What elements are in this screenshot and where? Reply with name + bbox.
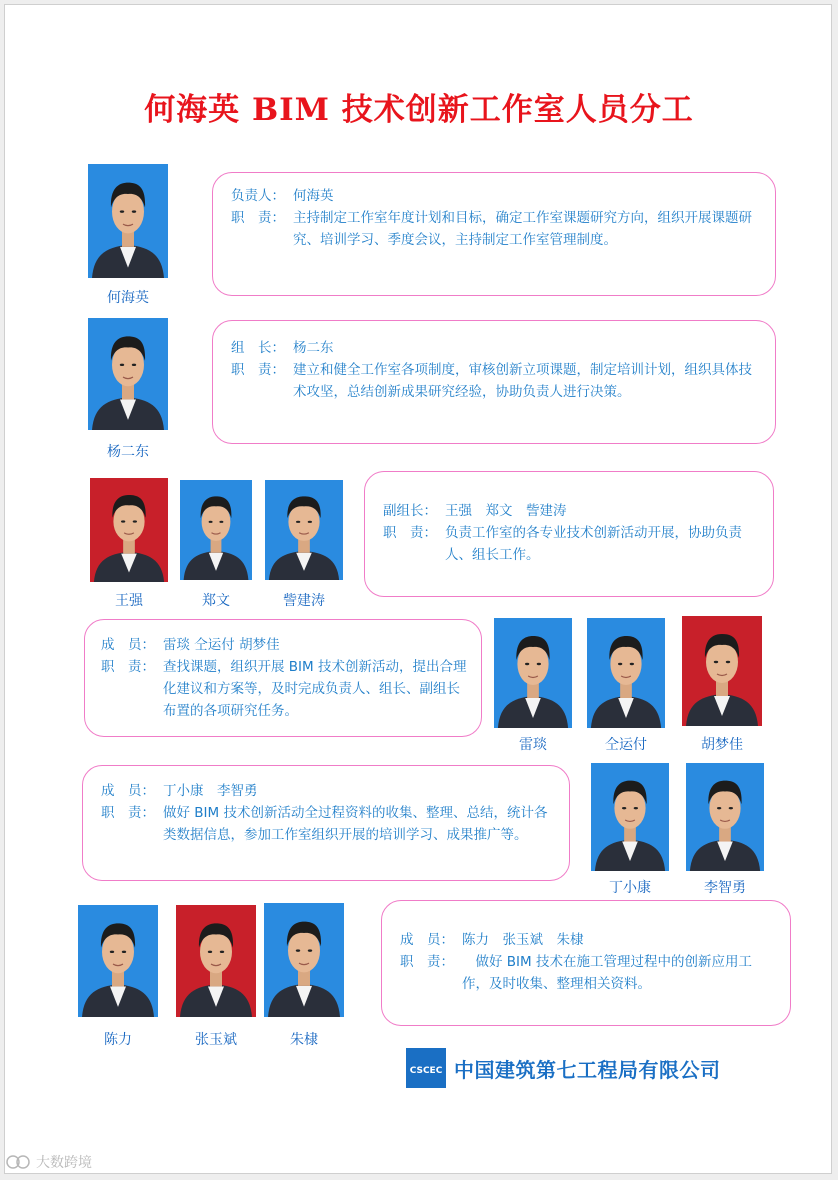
- portrait-eye: [308, 521, 312, 523]
- role-label: 组 长：: [231, 340, 285, 356]
- duty-label: 职 责：: [383, 525, 437, 541]
- role-value: 丁小康 李智勇: [163, 783, 258, 799]
- duty-text: 主持制定工作室年度计划和目标，确定工作室课题研究方向，组织开展课题研究、培训学习、季度会议，主持制定工作室管理制度。: [293, 210, 752, 248]
- portrait-graphic: [591, 763, 669, 871]
- photo-zhang-yubin: [176, 905, 256, 1017]
- duty-label: 职 责：: [101, 805, 155, 821]
- photo-zhu-di: [264, 903, 344, 1017]
- caption-li-zhiyong: 李智勇: [704, 880, 746, 896]
- portrait-eye: [133, 520, 137, 522]
- duty-box-members-1: [84, 619, 482, 737]
- photo-lei-yan: [494, 618, 572, 728]
- role-label: 成 员：: [101, 637, 155, 653]
- portrait-graphic: [587, 618, 665, 728]
- role-label: 成 员：: [101, 783, 155, 799]
- duty-label: 职 责：: [400, 954, 454, 970]
- role-value: 王强 郑文 訾建涛: [445, 503, 567, 519]
- portrait-eye: [121, 520, 125, 522]
- portrait-eye: [296, 949, 300, 951]
- portrait-eye: [296, 521, 300, 523]
- duty-text: 建立和健全工作室各项制度，审核创新立项课题，制定培训计划，组织具体技术攻坚，总结创新成果研究经验，协助负责人进行决策。: [293, 362, 752, 400]
- portrait-eye: [622, 807, 626, 809]
- portrait-eye: [618, 663, 622, 665]
- duty-box-members-2: [82, 765, 570, 881]
- duty-box-group-leader: [212, 320, 776, 444]
- photo-he-haiying: [88, 164, 168, 278]
- duty-box-deputy-leaders: [364, 471, 774, 597]
- portrait-eye: [630, 663, 634, 665]
- role-value: 杨二东: [293, 340, 334, 356]
- portrait-graphic: [264, 903, 344, 1017]
- logo-text: CSCEC: [409, 1066, 443, 1076]
- company-footer: [406, 1048, 721, 1088]
- portrait-graphic: [682, 616, 762, 726]
- duty-label: 职 责：: [101, 659, 155, 675]
- photo-yang-erdong: [88, 318, 168, 430]
- role-value: 雷琰 仝运付 胡梦佳: [163, 637, 280, 653]
- page-title: 何海英 BIM 技术创新工作室人员分工: [144, 92, 694, 128]
- portrait-eye: [120, 210, 124, 212]
- portrait-eye: [110, 951, 114, 953]
- caption-ding-xiaokang: 丁小康: [609, 880, 651, 896]
- portrait-graphic: [265, 480, 343, 580]
- photo-hu-mengjia: [682, 616, 762, 726]
- role-label: 副组长：: [383, 503, 437, 519]
- portrait-eye: [209, 521, 213, 523]
- caption-zi-jiantao: 訾建涛: [283, 593, 325, 609]
- portrait-eye: [634, 807, 638, 809]
- portrait-eye: [219, 521, 223, 523]
- caption-zhu-di: 朱棣: [290, 1032, 318, 1048]
- photo-ding-xiaokang: [591, 763, 669, 871]
- caption-hu-mengjia: 胡梦佳: [701, 737, 743, 753]
- caption-wang-qiang: 王强: [115, 593, 143, 609]
- duty-text: 负责工作室的各专业技术创新活动开展，协助负责人、组长工作。: [445, 525, 742, 563]
- photo-wang-qiang: [90, 478, 168, 582]
- portrait-eye: [132, 364, 136, 366]
- portrait-graphic: [78, 905, 158, 1017]
- role-value: 陈力 张玉斌 朱棣: [462, 932, 584, 948]
- caption-chen-li: 陈力: [104, 1032, 132, 1048]
- photo-tong-yunfu: [587, 618, 665, 728]
- portrait-eye: [308, 949, 312, 951]
- portrait-eye: [537, 663, 541, 665]
- portrait-eye: [208, 951, 212, 953]
- duty-text: 做好 BIM 技术创新活动全过程资料的收集、整理、总结，统计各类数据信息，参加工作室组织开展的培训学习、成果推广等。: [163, 805, 548, 843]
- portrait-graphic: [686, 763, 764, 871]
- portrait-graphic: [88, 164, 168, 278]
- duty-box-members-3: [381, 900, 791, 1026]
- portrait-graphic: [494, 618, 572, 728]
- portrait-eye: [122, 951, 126, 953]
- duty-box-leader: [212, 172, 776, 296]
- portrait-eye: [220, 951, 224, 953]
- portrait-graphic: [88, 318, 168, 430]
- role-label: 成 员：: [400, 932, 454, 948]
- duty-label: 职 责：: [231, 210, 285, 226]
- caption-zheng-wen: 郑文: [202, 593, 230, 609]
- role-label: 负责人：: [231, 188, 285, 204]
- caption-yang-erdong: 杨二东: [107, 444, 149, 460]
- portrait-eye: [726, 661, 730, 663]
- caption-lei-yan: 雷琰: [519, 737, 547, 753]
- cscec-logo: [406, 1048, 446, 1088]
- duty-text: 查找课题，组织开展 BIM 技术创新活动，提出合理化建议和方案等，及时完成负责人、组长、副组长布置的各项研究任务。: [163, 659, 467, 719]
- photo-chen-li: [78, 905, 158, 1017]
- portrait-eye: [714, 661, 718, 663]
- portrait-graphic: [176, 905, 256, 1017]
- watermark-text: 大数跨境: [36, 1155, 92, 1171]
- duty-text: 做好 BIM 技术在施工管理过程中的创新应用工作，及时收集、整理相关资料。: [462, 954, 752, 992]
- portrait-eye: [120, 364, 124, 366]
- caption-tong-yunfu: 仝运付: [605, 737, 647, 753]
- duty-label: 职 责：: [231, 362, 285, 378]
- portrait-eye: [717, 807, 721, 809]
- watermark: [6, 1152, 92, 1172]
- role-value: 何海英: [293, 188, 334, 204]
- portrait-eye: [729, 807, 733, 809]
- portrait-eye: [525, 663, 529, 665]
- caption-he-haiying: 何海英: [107, 290, 149, 306]
- watermark-icon: [6, 1153, 32, 1171]
- portrait-graphic: [180, 480, 252, 580]
- photo-zheng-wen: [180, 480, 252, 580]
- photo-zi-jiantao: [265, 480, 343, 580]
- company-name: 中国建筑第七工程局有限公司: [454, 1057, 721, 1082]
- caption-zhang-yubin: 张玉斌: [195, 1032, 237, 1048]
- portrait-graphic: [90, 478, 168, 582]
- portrait-eye: [132, 210, 136, 212]
- photo-li-zhiyong: [686, 763, 764, 871]
